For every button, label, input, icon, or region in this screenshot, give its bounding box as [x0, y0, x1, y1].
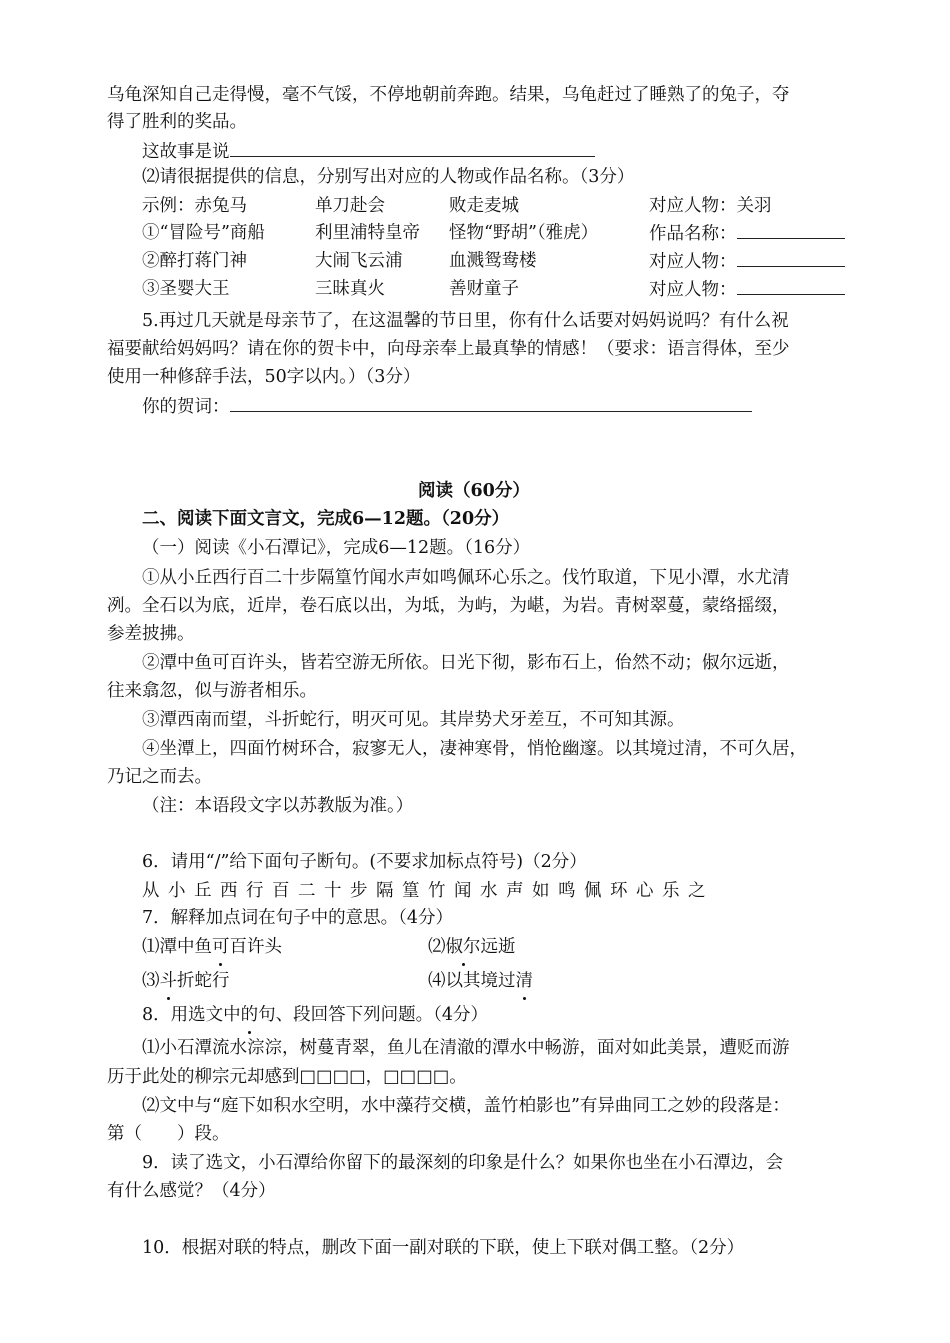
passage-p1-line-3: 参差披拂。 [107, 624, 195, 644]
row-2-c1: ②醉打蒋门神 [142, 251, 247, 271]
q7-item-4-dotted: 清 [516, 968, 534, 994]
q10-line-1: 10．根据对联的特点，删改下面一副对联的下联，使上下联对偶工整。（2分） [142, 1238, 745, 1258]
row-1-c1: ①“冒险号”商船 [142, 223, 265, 243]
q8-prompt [142, 1002, 488, 1028]
q9-line-2: 有什么感觉？（4分） [107, 1181, 276, 1201]
story-prompt [142, 138, 595, 165]
story-prompt-label: 这故事是说 [142, 142, 230, 162]
sub-1-heading: （一）阅读《小石潭记》，完成6—12题。（16分） [142, 538, 531, 558]
row-2-answer-blank[interactable] [737, 248, 845, 267]
q5-line-1: 5.再过几天就是母亲节了，在这温馨的节日里，你有什么话要对妈妈说吗？有什么祝 [142, 311, 789, 331]
row-2-c2: 大闹飞云浦 [315, 251, 403, 271]
q7-item-2-dotted: 俶尔 [446, 934, 481, 960]
reading-title: 阅读（60分） [418, 481, 530, 501]
q7-item-2 [428, 934, 516, 960]
q7-prompt: 7．解释加点词在句子中的意思。（4分） [142, 908, 454, 928]
q8-prompt-dotted: 选文中的句、段 [188, 1002, 311, 1028]
row-0-c1: 示例：赤兔马 [142, 196, 247, 216]
intro-line-1: 乌龟深知自己走得慢，毫不气馁，不停地朝前奔跑。结果，乌龟赶过了睡熟了的兔子，夺 [107, 85, 790, 105]
row-1-answer-blank[interactable] [737, 220, 845, 239]
q5-answer-label: 你的贺词： [142, 397, 230, 417]
q7-item-4-pre: ⑷以其境过 [428, 971, 516, 991]
q8-sub1-line-1: ⑴小石潭流水淙淙，树蔓青翠，鱼儿在清澈的潭水中畅游，面对如此美景，遭贬而游 [142, 1038, 790, 1058]
passage-p1-line-1: ①从小丘西行百二十步隔篁竹闻水声如鸣佩环心乐之。伐竹取道，下见小潭，水尤清 [142, 568, 790, 588]
q7-item-1-pre: ⑴潭中鱼 [142, 937, 212, 957]
q7-item-2-post: 远逝 [480, 937, 516, 957]
row-3-c3: 善财童子 [449, 279, 519, 299]
q8-sub2-line-1: ⑵文中与“庭下如积水空明，水中藻荇交横，盖竹柏影也”有异曲同工之妙的段落是： [142, 1096, 790, 1116]
q4-2-prompt: ⑵请很据提供的信息，分别写出对应的人物或作品名称。（3分） [142, 167, 635, 187]
passage-p4-line-1: ④坐潭上，四面竹树环合，寂寥无人，凄神寒骨，悄怆幽邃。以其境过清，不可久居， [142, 739, 807, 759]
row-2-c4 [649, 248, 845, 275]
q6-prompt: 6．请用“/”给下面句子断句。(不要求加标点符号)（2分） [142, 852, 587, 872]
passage-p3-line-1: ③潭西南而望，斗折蛇行，明灭可见。其岸势犬牙差互，不可知其源。 [142, 710, 685, 730]
q5-answer [142, 393, 752, 420]
q5-line-3: 使用一种修辞手法，50字以内。）（3分） [107, 367, 421, 387]
q7-item-1-post: 百许头 [229, 937, 282, 957]
q6-sentence: 从小丘西行百二十步隔篁竹闻水声如鸣佩环心乐之 [142, 881, 714, 901]
q7-item-1 [142, 934, 282, 960]
row-3-c1: ③圣婴大王 [142, 279, 230, 299]
row-1-c2: 利里浦特皇帝 [315, 223, 420, 243]
row-0-c4: 对应人物：关羽 [649, 196, 772, 216]
story-answer-blank[interactable] [230, 138, 595, 157]
row-3-answer-blank[interactable] [737, 276, 845, 295]
passage-p1-line-2: 冽。全石以为底，近岸，卷石底以出，为坻，为屿，为嵁，为岩。青树翠蔓，蒙络摇缀， [107, 596, 790, 616]
passage-note: （注：本语段文字以苏教版为准。） [142, 796, 414, 816]
q8-sub1-line-2: 历于此处的柳宗元却感到□□□□，□□□□。 [107, 1067, 467, 1087]
q7-item-2-pre: ⑵ [428, 937, 446, 957]
q7-item-3-post: 折蛇行 [177, 971, 230, 991]
row-0-c3: 败走麦城 [449, 196, 519, 216]
q7-item-1-dotted: 可 [212, 934, 230, 960]
q7-item-3-pre: ⑶ [142, 971, 160, 991]
intro-line-2: 得了胜利的奖品。 [107, 112, 247, 132]
passage-p4-line-2: 乃记之而去。 [107, 767, 212, 787]
q5-answer-blank[interactable] [230, 393, 752, 412]
q7-item-4 [428, 968, 533, 994]
row-0-c2: 单刀赴会 [315, 196, 385, 216]
row-1-c3: 怪物“野胡”（雅虎） [449, 223, 599, 243]
q8-prompt-pre: 8．用 [142, 1005, 189, 1025]
passage-p2-line-1: ②潭中鱼可百许头，皆若空游无所依。日光下彻，影布石上，佁然不动；俶尔远逝， [142, 653, 790, 673]
row-3-c2: 三昧真火 [315, 279, 385, 299]
q8-sub2-line-2: 第（ ）段。 [107, 1124, 230, 1144]
q5-line-2: 福要献给妈妈吗？请在你的贺卡中，向母亲奉上最真挚的情感！（要求：语言得体，至少 [107, 339, 790, 359]
row-3-c4-label: 对应人物： [649, 280, 737, 300]
section-2-heading: 二、阅读下面文言文，完成6—12题。（20分） [142, 509, 510, 529]
q9-line-1: 9．读了选文，小石潭给你留下的最深刻的印象是什么？如果你也坐在小石潭边，会 [142, 1153, 784, 1173]
row-1-c4 [649, 220, 845, 247]
row-2-c4-label: 对应人物： [649, 252, 737, 272]
q7-item-3 [142, 968, 230, 994]
passage-p2-line-2: 往来翕忽，似与游者相乐。 [107, 681, 317, 701]
q7-item-3-dotted: 斗 [160, 968, 178, 994]
row-2-c3: 血溅鸳鸯楼 [449, 251, 537, 271]
row-3-c4 [649, 276, 845, 303]
row-1-c4-label: 作品名称： [649, 224, 737, 244]
q8-prompt-post: 回答下列问题。（4分） [310, 1005, 489, 1025]
